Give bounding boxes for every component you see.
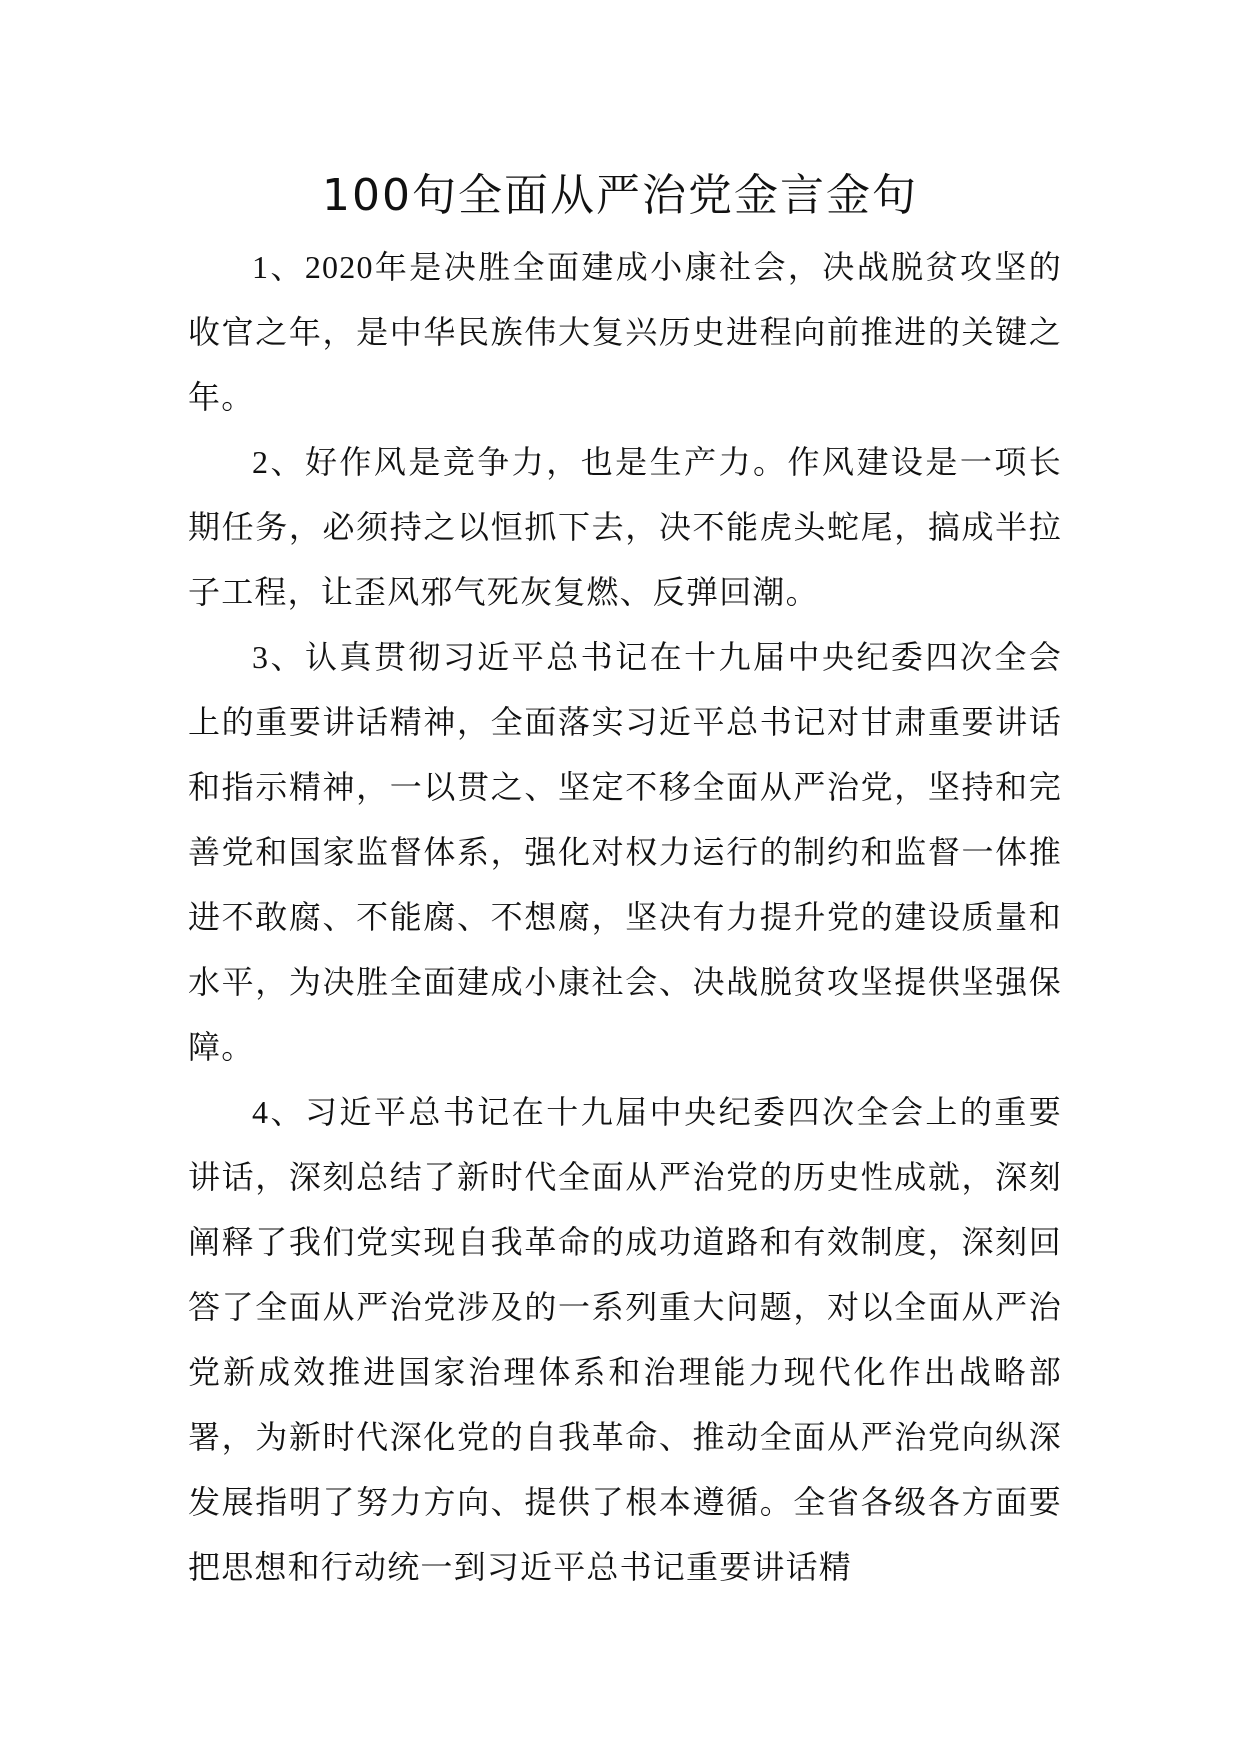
paragraph-1 bbox=[188, 235, 1062, 430]
paragraph-number: 2 bbox=[252, 444, 270, 480]
paragraph-separator: 、 bbox=[269, 638, 305, 676]
paragraph-text: 好作风是竞争力，也是生产力。作风建设是一项长期任务，必须持之以恒抓下去，决不能虎头蛇尾，搞成半拉子工程，让歪风邪气死灰复燃、反弹回潮。 bbox=[188, 443, 1063, 611]
paragraph-number: 4 bbox=[252, 1094, 270, 1130]
paragraph-number: 3 bbox=[252, 639, 270, 675]
paragraph-separator: 、 bbox=[269, 1093, 305, 1131]
paragraph-text: 习近平总书记在十九届中央纪委四次全会上的重要讲话，深刻总结了新时代全面从严治党的历史性成就，深刻阐释了我们党实现自我革命的成功道路和有效制度，深刻回答了全面从严治党涉及的一系列重大问题，对以全面从严治党新成效推进国家治理体系和治理能力现代化作出战略部署，为新时代深化党的自我革命、推动全面从严治党向纵深发展指明了努力方向、提供了根本遵循。全省各级各方面要把思想和行动统一到习近平总书记重要讲话精 bbox=[188, 1093, 1063, 1586]
paragraph-text: 认真贯彻习近平总书记在十九届中央纪委四次全会上的重要讲话精神，全面落实习近平总书记对甘肃重要讲话和指示精神，一以贯之、坚定不移全面从严治党，坚持和完善党和国家监督体系，强化对权力运行的制约和监督一体推进不敢腐、不能腐、不想腐，坚决有力提升党的建设质量和水平，为决胜全面建成小康社会、决战脱贫攻坚提供坚强保障。 bbox=[188, 638, 1063, 1066]
paragraph-3 bbox=[188, 625, 1062, 1080]
paragraph-4 bbox=[188, 1080, 1062, 1600]
year-number: 2020 bbox=[304, 249, 374, 285]
paragraph-text: 年是决胜全面建成小康社会，决战脱贫攻坚的收官之年，是中华民族伟大复兴历史进程向前推进的关键之年。 bbox=[188, 248, 1062, 416]
paragraph-number: 1 bbox=[252, 249, 270, 285]
paragraph-separator: 、 bbox=[269, 443, 305, 481]
paragraph-2 bbox=[188, 430, 1062, 625]
document-body bbox=[188, 235, 1062, 1600]
paragraph-separator: 、 bbox=[269, 248, 305, 286]
document-title: 100句全面从严治党金言金句 bbox=[322, 170, 918, 221]
